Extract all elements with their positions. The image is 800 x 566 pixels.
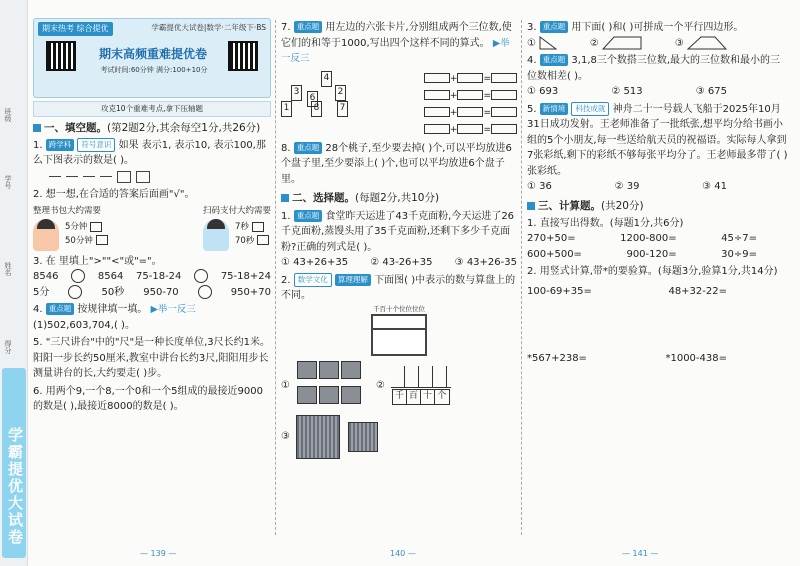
choice-question-4: 4. 重点题 3,1,8三个数搭三位数,最大的三位数和最小的三位数相差( )。 (527, 55, 781, 82)
section-heading: 一、填空题。(第2题2分,其余每空1分,共26分) (33, 120, 271, 136)
thousand-cube-icon (296, 415, 340, 459)
question-text: 神舟二十一号载人飞船于2025年10月31日成功发射。王老师准备了一批纸张,想平均分给书画小组的5个小朋友,每一些送给航天员的祝福语。实际每人拿到7张彩纸,剩下的彩纸不够每张平均分了。王老师最多带了( )张彩纸。 (527, 103, 788, 177)
question-text: 想一想,在合适的答案后面画"√"。 (45, 188, 195, 200)
option[interactable]: ③ (281, 431, 290, 443)
calc-item[interactable]: *1000-438= (665, 353, 727, 365)
number-card: 8 (311, 101, 322, 117)
badge: 数学文化 (294, 273, 332, 287)
exam-title: 期末高频重难提优卷 (98, 47, 207, 61)
shape-options (527, 36, 727, 52)
question-text: 用竖式计算,带*的要验算。(每题3分,验算1分,共14分) (539, 266, 778, 278)
qr-code-icon[interactable] (228, 41, 258, 71)
option[interactable]: ① 43+26+35 (281, 257, 349, 269)
card-area (281, 71, 517, 139)
option[interactable]: ② 43-26+35 (370, 257, 433, 269)
compare-circle[interactable] (71, 269, 85, 283)
counting-frame (391, 366, 451, 405)
compare-row: 5分 50秒 950-70 950+70 (33, 286, 271, 298)
choice-question-2: 2. 数学文化 算理理解 下面图( )中表示的数与算盘上的不同。 (281, 274, 516, 302)
caption: 扫码支付大约需要 (202, 206, 271, 217)
block (136, 171, 150, 183)
place-value-blocks (49, 171, 271, 183)
question-text: 下面图( )中表示的数与算盘上的不同。 (281, 274, 516, 302)
qr-code-icon[interactable] (46, 41, 76, 71)
column-right (527, 18, 789, 367)
question-text: "三尺讲台"中的"尺"是一种长度单位,3尺长约1米。阳阳一步长约50厘米,教室中讲台长约3尺,阳阳用步长测量讲台的长,大约要走( )步。 (33, 337, 271, 380)
abacus-icon (371, 314, 427, 356)
number-card: 3 (291, 85, 302, 101)
exam-meta: 考试时间:60分钟 满分:100+10分 (100, 66, 208, 74)
vertical-calc-row (527, 351, 727, 367)
name-label: 姓名 (4, 262, 12, 276)
question-text: 用左边的六张卡片,分别组成两个三位数,使它们的和等于1000,写出四个这样不同的算式。 (281, 22, 512, 49)
option[interactable]: ③ (674, 37, 684, 49)
binding-spine (0, 0, 28, 566)
options-row (281, 255, 517, 271)
answer-box[interactable] (257, 235, 269, 245)
place-value-labels: 千 百 十 个 (392, 389, 450, 405)
equation-blanks: + = + = + = + = (424, 71, 517, 139)
bead-rods-icon (391, 366, 451, 388)
calc-item[interactable]: 270+50= (527, 233, 576, 245)
section-marker-icon (281, 194, 289, 202)
answer-box[interactable] (491, 124, 517, 134)
number-card: 2 (335, 85, 346, 101)
badge: 重点题 (294, 21, 323, 33)
section-marker-icon (527, 202, 535, 210)
question-text: 直接写出得数。(每题1分,共6分) (539, 217, 684, 229)
column-divider (275, 20, 276, 535)
badge: 符号意识 (77, 138, 115, 152)
exam-banner (33, 18, 271, 98)
block (117, 171, 131, 183)
banner-strip: 攻克10个重难考点,拿下压轴题 (33, 101, 271, 117)
answer-box[interactable] (457, 73, 483, 83)
block (100, 171, 112, 177)
answer-box[interactable] (424, 124, 450, 134)
answer-box[interactable] (252, 222, 264, 232)
question-6: 6. 用两个9,一个8,一个0和一个5组成的最接近9000的数是( ),最接近8000的数是( )。 (33, 385, 263, 413)
section-marker-icon (33, 124, 41, 132)
number-card: 1 (281, 101, 292, 117)
badge: 重点题 (294, 142, 323, 154)
column-middle (281, 18, 517, 459)
compare-circle[interactable] (198, 285, 212, 299)
thousand-cube-icon (348, 422, 378, 452)
compare-row: 8546 8564 75-18-24 75-18+24 (33, 271, 271, 283)
oral-calc-row (527, 231, 757, 247)
student-id-label: 学号 (4, 175, 12, 189)
number-card: 6 (307, 91, 318, 107)
option[interactable]: ① 36 (527, 181, 552, 192)
calc-item[interactable]: 600+500= (527, 248, 582, 260)
column-left (33, 18, 271, 415)
question-3: 3. 在 里填上">""<"或"="。 (33, 255, 162, 267)
calc-question-2: 2. 用竖式计算,带*的要验算。(每题3分,验算1分,共14分) (527, 266, 778, 278)
question-2: 2. 想一想,在合适的答案后面画"√"。 (33, 188, 195, 200)
block (49, 171, 61, 177)
answer-box[interactable] (457, 107, 483, 117)
option[interactable]: ③ 675 (695, 86, 727, 97)
options-row (527, 179, 727, 195)
triangle-icon (539, 36, 557, 50)
trapezoid-icon (687, 36, 727, 50)
column-divider (521, 20, 522, 535)
answer-box[interactable] (90, 222, 102, 232)
banner-tag: 期末热考 综合提优 (38, 22, 113, 36)
badge: 科技成就 (571, 102, 609, 116)
answer-box[interactable] (491, 90, 517, 100)
options-row (527, 84, 727, 100)
block (66, 171, 78, 177)
answer-box[interactable] (491, 73, 517, 83)
question-2-illustration: 整理书包大约需要 5分钟 50分钟 扫码支付大约需要 7秒 70秒 (33, 205, 271, 250)
option[interactable]: ② (589, 37, 599, 49)
number-card: 7 (337, 101, 348, 117)
option[interactable]: ② (375, 379, 385, 391)
calc-item[interactable]: 900-120= (626, 248, 677, 260)
badge: 算理理解 (335, 274, 371, 286)
question-text: 用下面( )和( )可拼成一个平行四边形。 (571, 22, 744, 33)
answer-box[interactable] (96, 235, 108, 245)
abacus-label: 千百十个位位位位 (373, 304, 425, 313)
question-1: 1. 跨学科 符号意识 如果 表示1, 表示10, 表示100,那么下图表示的数是( )。 (33, 139, 266, 167)
caption: 整理书包大约需要 (33, 206, 102, 217)
number-cards (281, 71, 355, 115)
work-space[interactable] (527, 299, 789, 351)
answer-box[interactable] (424, 73, 450, 83)
page-number: — 139 — (140, 549, 177, 558)
page-number: 140 — (390, 549, 416, 558)
class-label: 班级 (4, 108, 12, 122)
question-text: 用两个9,一个8,一个0和一个5组成的最接近9000的数是( ),最接近8000的数是( )。 (33, 385, 263, 413)
badge: 跨学科 (46, 139, 75, 151)
page-number: — 141 — (622, 549, 659, 558)
question-8: 8. 重点题 28个桃子,至少要去掉( )个,可以平均放进6个盘子里,至少要添上( )个,也可以平均放进6个盘子里。 (281, 142, 512, 185)
trapezoid-icon (602, 36, 642, 50)
choice-question-3: 3. 重点题 用下面( )和( )可拼成一个平行四边形。 (527, 22, 744, 33)
calc-item[interactable]: 100-69+35= (527, 285, 592, 297)
oral-calc-row (527, 247, 757, 263)
question-7: 7. 重点题 用左边的六张卡片,分别组成两个三位数,使它们的和等于1000,写出四个这样不同的算式。 ▶举一反三 (281, 22, 512, 65)
section-heading: 三、计算题。(共20分) (527, 198, 789, 214)
choice-question-5: 5. 新情境 科技成就 神舟二十一号载人飞船于2025年10月31日成功发射。王老师准备了一批纸张,想平均分给书画小组的5个小朋友,每一些送给航天员的祝福语。实际每人拿到7张彩纸,剩下的彩纸不够每张平均分了。王老师最多带了( )张彩纸。 (527, 103, 788, 177)
question-text: 食堂昨天运进了43千克面粉,今天运进了26千克面粉,蒸馒头用了35千克面粉,还剩下多少千克面粉?正确的列式是( )。 (281, 210, 515, 253)
vertical-calc-row (527, 284, 727, 300)
option-figure-3 (281, 415, 517, 459)
question-5: 5. "三尺讲台"中的"尺"是一种长度单位,3尺长约1米。阳阳一步长约50厘米,教室中讲台长约3尺,阳阳用步长测量讲台的长,大约要走( )步。 (33, 337, 271, 380)
practice-link[interactable]: ▶举一反三 (150, 304, 196, 316)
calc-item[interactable]: 30÷9= (721, 248, 757, 260)
answer-box[interactable] (457, 124, 483, 134)
option[interactable]: ② 39 (614, 181, 640, 192)
answer-box[interactable] (457, 90, 483, 100)
calc-item[interactable]: 48+32-22= (668, 285, 727, 297)
option[interactable]: ③ 43+26-35 (454, 257, 517, 269)
calc-item[interactable]: 45÷7= (721, 233, 757, 245)
question-4: 4. 重点题 按规律填一填。 ▶举一反三 (33, 304, 196, 316)
hundred-blocks-icon (296, 360, 370, 411)
block (83, 171, 95, 177)
calc-item[interactable]: 1200-800= (620, 233, 677, 245)
question-text: 按规律填一填。 (77, 304, 148, 316)
answer-box[interactable] (424, 107, 450, 117)
child-paying-icon (203, 219, 229, 251)
calc-item[interactable]: *567+238= (527, 353, 587, 365)
banner-brand: 学霸提优大试卷|数学·二年级下·BS (151, 23, 266, 32)
section-heading: 二、选择题。(每题2分,共10分) (281, 190, 517, 206)
badge: 重点题 (46, 303, 75, 315)
child-reading-icon (33, 219, 59, 251)
question-text: 在 里填上">""<"或"="。 (45, 255, 162, 267)
question-text: 3,1,8三个数搭三位数,最大的三位数和最小的三位数相差( )。 (527, 55, 781, 82)
option[interactable]: ② 513 (611, 86, 643, 97)
answer-box[interactable] (491, 107, 517, 117)
option[interactable]: ① 693 (527, 86, 559, 97)
option-figures (281, 360, 517, 411)
spine-title: 学霸提优大试卷 (6, 427, 24, 546)
badge: 重点题 (540, 54, 569, 66)
badge: 重点题 (294, 210, 323, 222)
compare-circle[interactable] (194, 269, 208, 283)
calc-question-1: 1. 直接写出得数。(每题1分,共6分) (527, 217, 684, 229)
badge: 新情境 (540, 103, 569, 115)
option[interactable]: ③ 41 (702, 181, 727, 192)
badge: 重点题 (540, 21, 569, 33)
question-text: 如果 表示1, 表示10, 表示100,那么下图表示的数是( )。 (33, 139, 266, 167)
practice-link[interactable]: ▶举一反三 (281, 37, 510, 65)
question-text: 28个桃子,至少要去掉( )个,可以平均放进6个盘子里,至少要添上( )个,也可以平均放进6个盘子里。 (281, 142, 512, 185)
option[interactable]: ① (281, 379, 290, 391)
number-card: 4 (321, 71, 332, 87)
compare-circle[interactable] (68, 285, 82, 299)
choice-question-1: 1. 重点题 食堂昨天运进了43千克面粉,今天运进了26千克面粉,蒸馒头用了35千克面粉,还剩下多少千克面粉?正确的列式是( )。 (281, 210, 515, 253)
question-4-sub: (1)502,603,704,( )。 (33, 319, 135, 331)
option[interactable]: ① (527, 37, 536, 49)
answer-box[interactable] (424, 90, 450, 100)
score-label: 得分 (4, 340, 12, 354)
